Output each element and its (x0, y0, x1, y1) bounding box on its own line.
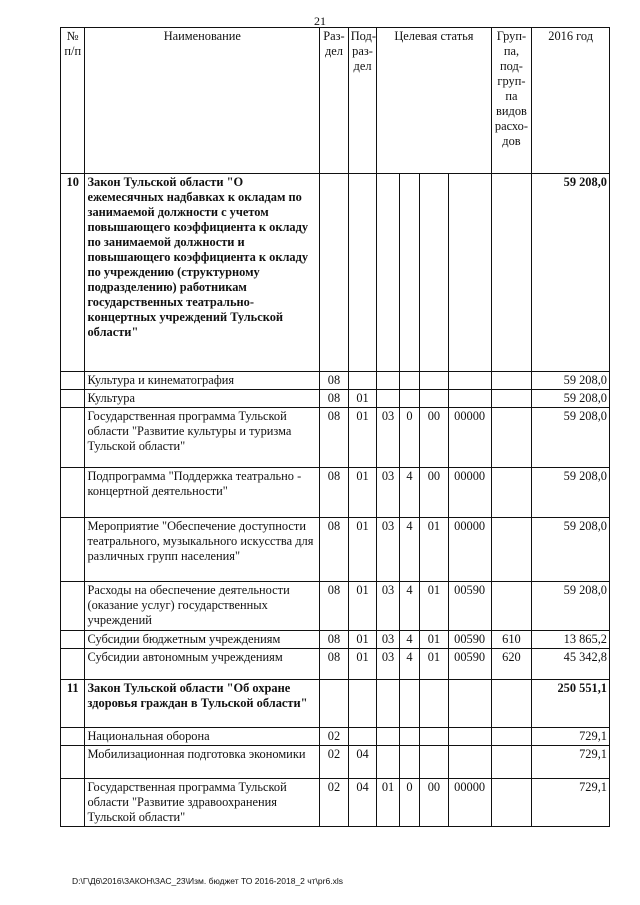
row-amount: 45 342,8 (532, 649, 610, 680)
header-num: № п/п (61, 28, 85, 174)
table-row (61, 408, 610, 468)
row-name: Национальная оборона (85, 728, 320, 746)
page-number: 21 (314, 14, 326, 28)
row-target-3 (420, 372, 449, 390)
row-podrazdel: 01 (348, 631, 377, 649)
table-row (61, 582, 610, 631)
row-target-3: 01 (420, 631, 449, 649)
row-target-2 (399, 728, 419, 746)
row-name: Мобилизационная подготовка экономики (85, 746, 320, 779)
row-target-4 (448, 746, 491, 779)
row-podrazdel: 01 (348, 390, 377, 408)
row-amount: 59 208,0 (532, 582, 610, 631)
row-target-1: 03 (377, 631, 399, 649)
row-name: Государственная программа Тульской области "Развитие здравоохранения Тульской области" (85, 779, 320, 827)
row-podrazdel: 04 (348, 779, 377, 827)
row-target-4: 00590 (448, 631, 491, 649)
row-name: Подпрограмма "Поддержка театрально - концертной деятельности" (85, 468, 320, 518)
law-amount: 59 208,0 (532, 174, 610, 372)
row-razdel: 08 (320, 372, 349, 390)
row-group: 620 (491, 649, 532, 680)
row-target-4 (448, 390, 491, 408)
row-target-1: 03 (377, 518, 399, 582)
table-row (61, 390, 610, 408)
row-name: Субсидии бюджетным учреждениям (85, 631, 320, 649)
row-amount: 59 208,0 (532, 468, 610, 518)
row-name: Государственная программа Тульской области "Развитие культуры и туризма Тульской области" (85, 408, 320, 468)
row-razdel: 02 (320, 728, 349, 746)
row-target-4: 00590 (448, 582, 491, 631)
row-target-4: 00590 (448, 649, 491, 680)
row-group (491, 518, 532, 582)
header-year: 2016 год (532, 28, 610, 174)
row-razdel: 08 (320, 582, 349, 631)
row-target-1 (377, 746, 399, 779)
row-target-2 (399, 372, 419, 390)
row-podrazdel: 01 (348, 518, 377, 582)
row-target-3: 00 (420, 408, 449, 468)
row-target-3: 01 (420, 649, 449, 680)
table-row (61, 631, 610, 649)
row-target-3 (420, 746, 449, 779)
header-razdel: Раз-дел (320, 28, 349, 174)
row-group (491, 408, 532, 468)
row-group (491, 468, 532, 518)
row-razdel: 08 (320, 390, 349, 408)
table-row (61, 649, 610, 680)
row-target-1 (377, 372, 399, 390)
row-target-3 (420, 728, 449, 746)
row-target-1 (377, 390, 399, 408)
row-target-3: 01 (420, 518, 449, 582)
row-podrazdel (348, 372, 377, 390)
row-razdel: 08 (320, 468, 349, 518)
row-target-2: 0 (399, 408, 419, 468)
header-group: Груп-па, под-груп-па видов расхо-дов (491, 28, 532, 174)
row-amount: 59 208,0 (532, 408, 610, 468)
row-razdel: 02 (320, 746, 349, 779)
row-razdel: 08 (320, 649, 349, 680)
row-podrazdel: 01 (348, 649, 377, 680)
row-target-3: 00 (420, 779, 449, 827)
row-amount: 59 208,0 (532, 372, 610, 390)
row-name: Субсидии автономным учреждениям (85, 649, 320, 680)
row-target-4 (448, 728, 491, 746)
table-row (61, 746, 610, 779)
row-target-1 (377, 728, 399, 746)
law-name: Закон Тульской области "О ежемесячных надбавках к окладам по занимаемой должности с учетом повышающего коэффициента к окладу по занимаемой должности и повышающего коэффициента к окладу по учреждению (структурному подразделению) работникам государственных театрально-концертных учреждений Тульской области" (85, 174, 320, 372)
law-row-10 (61, 174, 610, 372)
row-group (491, 728, 532, 746)
row-group (491, 582, 532, 631)
row-name: Мероприятие "Обеспечение доступности театрального, музыкального искусства для различных групп населения" (85, 518, 320, 582)
row-name: Расходы на обеспечение деятельности (оказание услуг) государственных учреждений (85, 582, 320, 631)
header-podrazdel: Под-раз-дел (348, 28, 377, 174)
row-podrazdel (348, 728, 377, 746)
header-target: Целевая статья (377, 28, 491, 174)
row-podrazdel: 04 (348, 746, 377, 779)
row-target-2: 4 (399, 582, 419, 631)
row-group (491, 372, 532, 390)
row-razdel: 08 (320, 518, 349, 582)
row-target-4: 00000 (448, 408, 491, 468)
row-amount: 59 208,0 (532, 390, 610, 408)
row-amount: 13 865,2 (532, 631, 610, 649)
row-target-4: 00000 (448, 779, 491, 827)
law-num: 10 (61, 174, 85, 372)
law-name: Закон Тульской области "Об охране здоровья граждан в Тульской области" (85, 680, 320, 728)
row-target-1: 03 (377, 649, 399, 680)
row-name: Культура (85, 390, 320, 408)
row-target-3: 01 (420, 582, 449, 631)
row-podrazdel: 01 (348, 468, 377, 518)
row-name: Культура и кинематография (85, 372, 320, 390)
row-target-2: 4 (399, 468, 419, 518)
row-target-4: 00000 (448, 468, 491, 518)
row-target-4 (448, 372, 491, 390)
row-razdel: 02 (320, 779, 349, 827)
header-name: Наименование (85, 28, 320, 174)
row-group (491, 390, 532, 408)
row-target-2: 4 (399, 518, 419, 582)
row-target-1: 03 (377, 408, 399, 468)
row-target-2: 0 (399, 779, 419, 827)
row-target-1: 03 (377, 468, 399, 518)
law-amount: 250 551,1 (532, 680, 610, 728)
table-row (61, 779, 610, 827)
row-podrazdel: 01 (348, 582, 377, 631)
row-group (491, 779, 532, 827)
table-row (61, 468, 610, 518)
row-target-2: 4 (399, 649, 419, 680)
table-row (61, 518, 610, 582)
table-row (61, 372, 610, 390)
row-target-3: 00 (420, 468, 449, 518)
row-target-4: 00000 (448, 518, 491, 582)
row-amount: 729,1 (532, 746, 610, 779)
row-razdel: 08 (320, 408, 349, 468)
row-podrazdel: 01 (348, 408, 377, 468)
row-target-2 (399, 746, 419, 779)
table-row (61, 728, 610, 746)
row-target-3 (420, 390, 449, 408)
law-num: 11 (61, 680, 85, 728)
row-amount: 59 208,0 (532, 518, 610, 582)
row-group (491, 746, 532, 779)
row-amount: 729,1 (532, 779, 610, 827)
row-razdel: 08 (320, 631, 349, 649)
row-target-1: 01 (377, 779, 399, 827)
law-row-11 (61, 680, 610, 728)
row-target-2: 4 (399, 631, 419, 649)
file-path-footer: D:\Г\Д6\2016\ЗАКОН\ЗАС_23\Изм. бюджет ТО 2016-2018_2 чт\pr6.xls (72, 876, 343, 886)
row-target-2 (399, 390, 419, 408)
budget-table (60, 27, 610, 827)
row-target-1: 03 (377, 582, 399, 631)
row-amount: 729,1 (532, 728, 610, 746)
row-group: 610 (491, 631, 532, 649)
header-row (61, 28, 610, 174)
